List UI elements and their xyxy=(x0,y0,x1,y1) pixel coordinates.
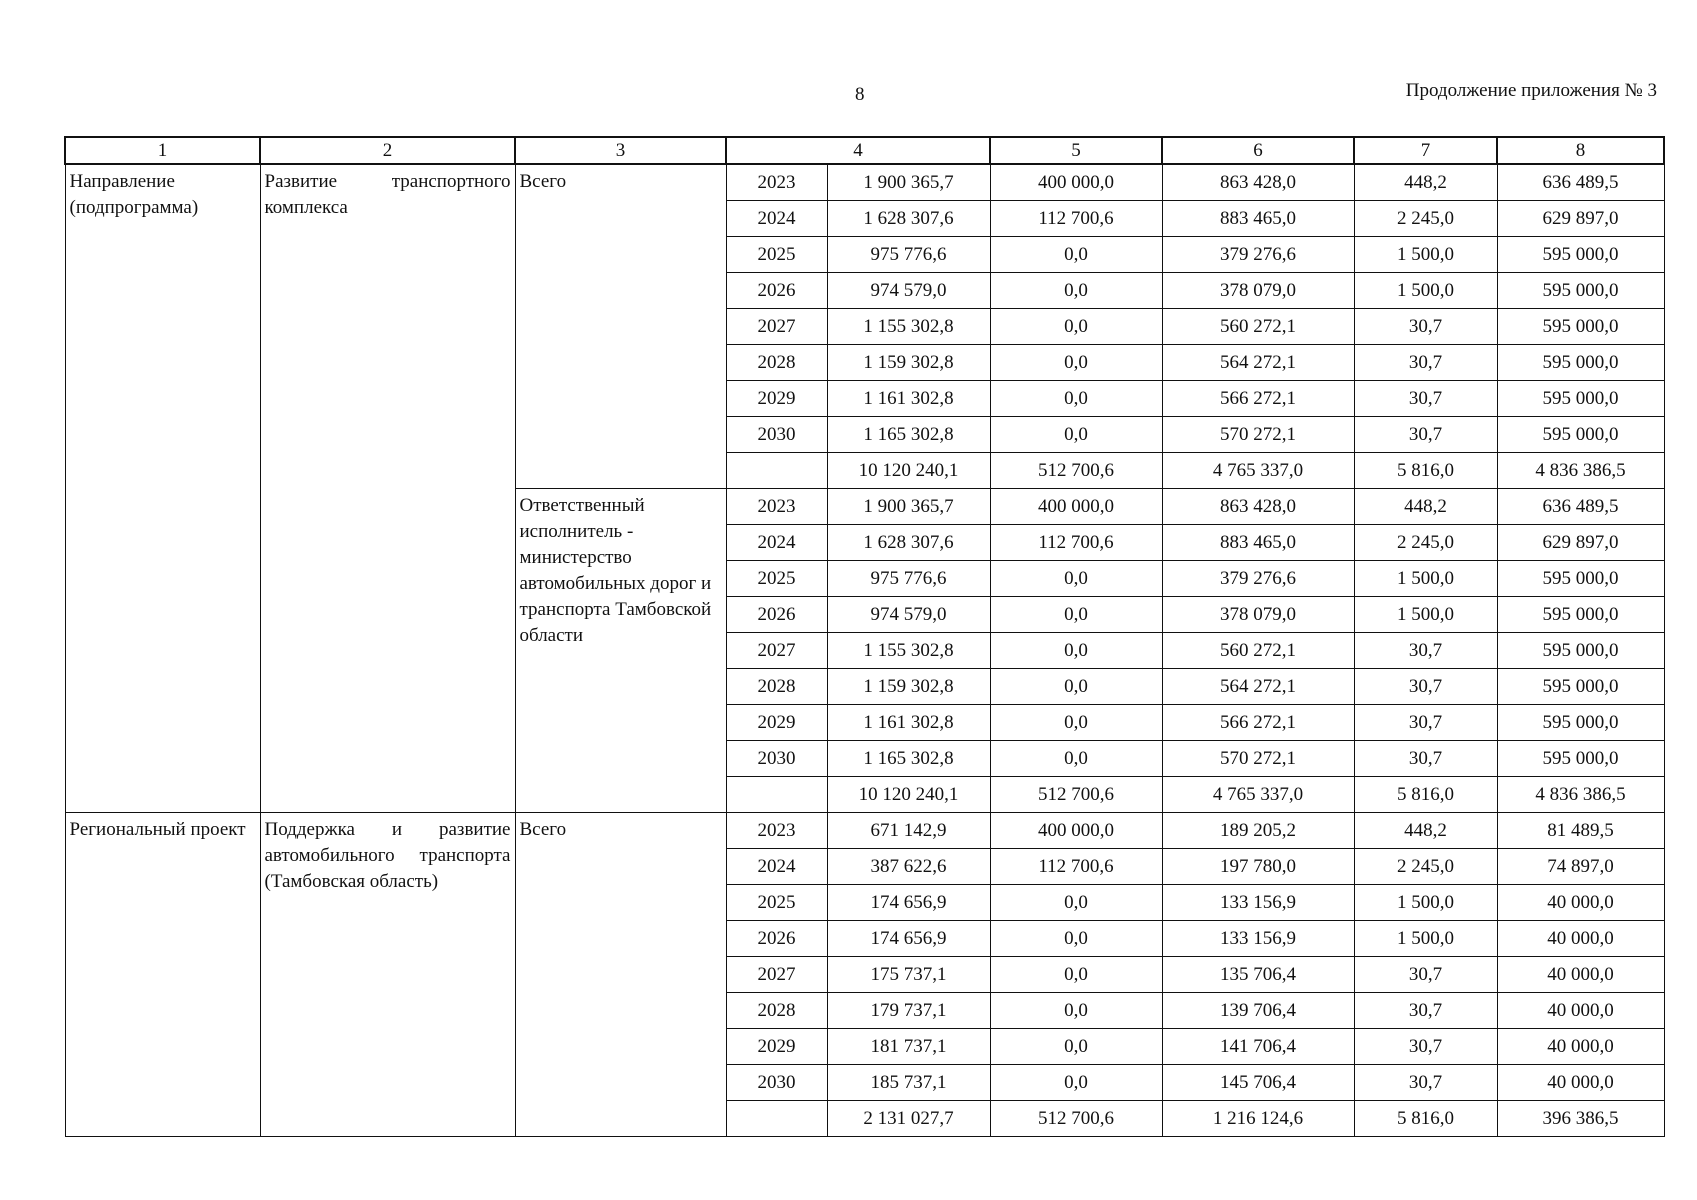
other-sources-cell: 595 000,0 xyxy=(1497,237,1664,273)
federal-budget-cell: 0,0 xyxy=(990,309,1162,345)
other-sources-cell: 74 897,0 xyxy=(1497,849,1664,885)
other-sources-cell: 595 000,0 xyxy=(1497,309,1664,345)
year-cell: 2026 xyxy=(726,921,827,957)
federal-budget-cell: 0,0 xyxy=(990,993,1162,1029)
other-sources-cell: 40 000,0 xyxy=(1497,993,1664,1029)
local-budget-cell: 5 816,0 xyxy=(1354,777,1497,813)
local-budget-cell: 5 816,0 xyxy=(1354,1101,1497,1137)
regional-budget-cell: 566 272,1 xyxy=(1162,381,1354,417)
year-cell: 2023 xyxy=(726,489,827,525)
regional-budget-cell: 4 765 337,0 xyxy=(1162,453,1354,489)
other-sources-cell: 40 000,0 xyxy=(1497,921,1664,957)
year-cell: 2030 xyxy=(726,741,827,777)
column-header: 8 xyxy=(1497,137,1664,164)
total-amount-cell: 1 161 302,8 xyxy=(827,705,990,741)
local-budget-cell: 1 500,0 xyxy=(1354,885,1497,921)
local-budget-cell: 30,7 xyxy=(1354,669,1497,705)
total-amount-cell: 974 579,0 xyxy=(827,597,990,633)
local-budget-cell: 1 500,0 xyxy=(1354,921,1497,957)
local-budget-cell: 448,2 xyxy=(1354,489,1497,525)
other-sources-cell: 636 489,5 xyxy=(1497,489,1664,525)
federal-budget-cell: 0,0 xyxy=(990,957,1162,993)
item-type-cell: Региональный проект xyxy=(65,813,260,1137)
column-header: 7 xyxy=(1354,137,1497,164)
regional-budget-cell: 883 465,0 xyxy=(1162,201,1354,237)
year-cell: 2025 xyxy=(726,237,827,273)
local-budget-cell: 448,2 xyxy=(1354,164,1497,201)
column-header: 5 xyxy=(990,137,1162,164)
year-cell: 2025 xyxy=(726,561,827,597)
federal-budget-cell: 400 000,0 xyxy=(990,813,1162,849)
federal-budget-cell: 0,0 xyxy=(990,1065,1162,1101)
federal-budget-cell: 512 700,6 xyxy=(990,1101,1162,1137)
local-budget-cell: 5 816,0 xyxy=(1354,453,1497,489)
federal-budget-cell: 112 700,6 xyxy=(990,849,1162,885)
federal-budget-cell: 0,0 xyxy=(990,669,1162,705)
other-sources-cell: 4 836 386,5 xyxy=(1497,777,1664,813)
total-amount-cell: 974 579,0 xyxy=(827,273,990,309)
local-budget-cell: 30,7 xyxy=(1354,345,1497,381)
funding-source-cell: Всего xyxy=(515,164,726,489)
year-cell: 2027 xyxy=(726,309,827,345)
column-header-row xyxy=(65,137,1664,164)
local-budget-cell: 1 500,0 xyxy=(1354,561,1497,597)
local-budget-cell: 30,7 xyxy=(1354,1029,1497,1065)
other-sources-cell: 595 000,0 xyxy=(1497,633,1664,669)
page-number: 8 xyxy=(855,84,865,105)
total-amount-cell: 1 161 302,8 xyxy=(827,381,990,417)
year-cell: 2024 xyxy=(726,525,827,561)
other-sources-cell: 595 000,0 xyxy=(1497,345,1664,381)
federal-budget-cell: 0,0 xyxy=(990,921,1162,957)
total-amount-cell: 1 900 365,7 xyxy=(827,164,990,201)
year-cell: 2023 xyxy=(726,813,827,849)
other-sources-cell: 629 897,0 xyxy=(1497,525,1664,561)
column-header: 3 xyxy=(515,137,726,164)
other-sources-cell: 636 489,5 xyxy=(1497,164,1664,201)
item-name-cell: Поддержка и развитие автомобильного транспорта (Тамбовская область) xyxy=(260,813,515,1137)
total-amount-cell: 1 159 302,8 xyxy=(827,669,990,705)
regional-budget-cell: 560 272,1 xyxy=(1162,633,1354,669)
regional-budget-cell: 564 272,1 xyxy=(1162,345,1354,381)
funding-table xyxy=(64,136,1665,1137)
year-cell: 2024 xyxy=(726,849,827,885)
other-sources-cell: 40 000,0 xyxy=(1497,885,1664,921)
total-amount-cell: 387 622,6 xyxy=(827,849,990,885)
year-cell: 2027 xyxy=(726,633,827,669)
regional-budget-cell: 145 706,4 xyxy=(1162,1065,1354,1101)
year-cell: 2024 xyxy=(726,201,827,237)
column-header: 1 xyxy=(65,137,260,164)
federal-budget-cell: 0,0 xyxy=(990,417,1162,453)
regional-budget-cell: 379 276,6 xyxy=(1162,561,1354,597)
year-cell: 2026 xyxy=(726,273,827,309)
year-cell: 2030 xyxy=(726,417,827,453)
other-sources-cell: 595 000,0 xyxy=(1497,669,1664,705)
regional-budget-cell: 379 276,6 xyxy=(1162,237,1354,273)
local-budget-cell: 2 245,0 xyxy=(1354,201,1497,237)
regional-budget-cell: 863 428,0 xyxy=(1162,489,1354,525)
regional-budget-cell: 566 272,1 xyxy=(1162,705,1354,741)
federal-budget-cell: 0,0 xyxy=(990,885,1162,921)
total-amount-cell: 1 155 302,8 xyxy=(827,309,990,345)
total-amount-cell: 175 737,1 xyxy=(827,957,990,993)
total-amount-cell: 1 628 307,6 xyxy=(827,201,990,237)
regional-budget-cell: 141 706,4 xyxy=(1162,1029,1354,1065)
federal-budget-cell: 0,0 xyxy=(990,381,1162,417)
federal-budget-cell: 400 000,0 xyxy=(990,489,1162,525)
federal-budget-cell: 0,0 xyxy=(990,597,1162,633)
federal-budget-cell: 0,0 xyxy=(990,741,1162,777)
federal-budget-cell: 0,0 xyxy=(990,273,1162,309)
total-amount-cell: 1 628 307,6 xyxy=(827,525,990,561)
federal-budget-cell: 512 700,6 xyxy=(990,777,1162,813)
regional-budget-cell: 863 428,0 xyxy=(1162,164,1354,201)
local-budget-cell: 1 500,0 xyxy=(1354,273,1497,309)
total-amount-cell: 179 737,1 xyxy=(827,993,990,1029)
year-cell xyxy=(726,777,827,813)
page-caption: Продолжение приложения № 3 xyxy=(1405,80,1657,101)
local-budget-cell: 30,7 xyxy=(1354,993,1497,1029)
total-amount-cell: 975 776,6 xyxy=(827,561,990,597)
other-sources-cell: 629 897,0 xyxy=(1497,201,1664,237)
total-amount-cell: 1 900 365,7 xyxy=(827,489,990,525)
other-sources-cell: 595 000,0 xyxy=(1497,417,1664,453)
other-sources-cell: 81 489,5 xyxy=(1497,813,1664,849)
regional-budget-cell: 560 272,1 xyxy=(1162,309,1354,345)
local-budget-cell: 30,7 xyxy=(1354,381,1497,417)
federal-budget-cell: 0,0 xyxy=(990,705,1162,741)
regional-budget-cell: 197 780,0 xyxy=(1162,849,1354,885)
other-sources-cell: 595 000,0 xyxy=(1497,597,1664,633)
column-header: 6 xyxy=(1162,137,1354,164)
federal-budget-cell: 112 700,6 xyxy=(990,201,1162,237)
table-row xyxy=(65,813,1664,849)
total-amount-cell: 671 142,9 xyxy=(827,813,990,849)
local-budget-cell: 448,2 xyxy=(1354,813,1497,849)
regional-budget-cell: 570 272,1 xyxy=(1162,741,1354,777)
total-amount-cell: 975 776,6 xyxy=(827,237,990,273)
other-sources-cell: 4 836 386,5 xyxy=(1497,453,1664,489)
federal-budget-cell: 400 000,0 xyxy=(990,164,1162,201)
regional-budget-cell: 133 156,9 xyxy=(1162,885,1354,921)
regional-budget-cell: 570 272,1 xyxy=(1162,417,1354,453)
total-amount-cell: 10 120 240,1 xyxy=(827,777,990,813)
column-header: 2 xyxy=(260,137,515,164)
local-budget-cell: 30,7 xyxy=(1354,417,1497,453)
federal-budget-cell: 0,0 xyxy=(990,561,1162,597)
year-cell: 2028 xyxy=(726,993,827,1029)
total-amount-cell: 174 656,9 xyxy=(827,921,990,957)
other-sources-cell: 595 000,0 xyxy=(1497,561,1664,597)
federal-budget-cell: 0,0 xyxy=(990,1029,1162,1065)
year-cell xyxy=(726,1101,827,1137)
federal-budget-cell: 0,0 xyxy=(990,237,1162,273)
funding-source-cell: Всего xyxy=(515,813,726,1137)
local-budget-cell: 2 245,0 xyxy=(1354,525,1497,561)
regional-budget-cell: 378 079,0 xyxy=(1162,597,1354,633)
other-sources-cell: 595 000,0 xyxy=(1497,381,1664,417)
total-amount-cell: 10 120 240,1 xyxy=(827,453,990,489)
other-sources-cell: 40 000,0 xyxy=(1497,1029,1664,1065)
local-budget-cell: 2 245,0 xyxy=(1354,849,1497,885)
total-amount-cell: 1 165 302,8 xyxy=(827,417,990,453)
local-budget-cell: 30,7 xyxy=(1354,309,1497,345)
total-amount-cell: 181 737,1 xyxy=(827,1029,990,1065)
regional-budget-cell: 1 216 124,6 xyxy=(1162,1101,1354,1137)
regional-budget-cell: 189 205,2 xyxy=(1162,813,1354,849)
other-sources-cell: 595 000,0 xyxy=(1497,273,1664,309)
regional-budget-cell: 564 272,1 xyxy=(1162,669,1354,705)
item-name-cell: Развитие транспортного комплекса xyxy=(260,164,515,813)
year-cell: 2029 xyxy=(726,1029,827,1065)
local-budget-cell: 1 500,0 xyxy=(1354,237,1497,273)
other-sources-cell: 595 000,0 xyxy=(1497,705,1664,741)
regional-budget-cell: 883 465,0 xyxy=(1162,525,1354,561)
regional-budget-cell: 378 079,0 xyxy=(1162,273,1354,309)
federal-budget-cell: 112 700,6 xyxy=(990,525,1162,561)
other-sources-cell: 396 386,5 xyxy=(1497,1101,1664,1137)
total-amount-cell: 1 155 302,8 xyxy=(827,633,990,669)
column-header: 4 xyxy=(726,137,990,164)
local-budget-cell: 30,7 xyxy=(1354,633,1497,669)
total-amount-cell: 2 131 027,7 xyxy=(827,1101,990,1137)
total-amount-cell: 185 737,1 xyxy=(827,1065,990,1101)
year-cell: 2027 xyxy=(726,957,827,993)
year-cell: 2028 xyxy=(726,345,827,381)
item-type-cell: Направление (подпрограмма) xyxy=(65,164,260,813)
local-budget-cell: 30,7 xyxy=(1354,957,1497,993)
year-cell xyxy=(726,453,827,489)
year-cell: 2029 xyxy=(726,705,827,741)
total-amount-cell: 1 159 302,8 xyxy=(827,345,990,381)
total-amount-cell: 1 165 302,8 xyxy=(827,741,990,777)
local-budget-cell: 30,7 xyxy=(1354,1065,1497,1101)
local-budget-cell: 1 500,0 xyxy=(1354,597,1497,633)
year-cell: 2028 xyxy=(726,669,827,705)
year-cell: 2026 xyxy=(726,597,827,633)
federal-budget-cell: 0,0 xyxy=(990,633,1162,669)
year-cell: 2023 xyxy=(726,164,827,201)
regional-budget-cell: 133 156,9 xyxy=(1162,921,1354,957)
regional-budget-cell: 135 706,4 xyxy=(1162,957,1354,993)
year-cell: 2029 xyxy=(726,381,827,417)
table-row xyxy=(65,164,1664,201)
local-budget-cell: 30,7 xyxy=(1354,741,1497,777)
year-cell: 2025 xyxy=(726,885,827,921)
federal-budget-cell: 0,0 xyxy=(990,345,1162,381)
year-cell: 2030 xyxy=(726,1065,827,1101)
regional-budget-cell: 139 706,4 xyxy=(1162,993,1354,1029)
other-sources-cell: 40 000,0 xyxy=(1497,957,1664,993)
local-budget-cell: 30,7 xyxy=(1354,705,1497,741)
other-sources-cell: 40 000,0 xyxy=(1497,1065,1664,1101)
regional-budget-cell: 4 765 337,0 xyxy=(1162,777,1354,813)
funding-source-cell: Ответственный исполнитель - министерство автомобильных дорог и транспорта Тамбовской области xyxy=(515,489,726,813)
other-sources-cell: 595 000,0 xyxy=(1497,741,1664,777)
federal-budget-cell: 512 700,6 xyxy=(990,453,1162,489)
total-amount-cell: 174 656,9 xyxy=(827,885,990,921)
